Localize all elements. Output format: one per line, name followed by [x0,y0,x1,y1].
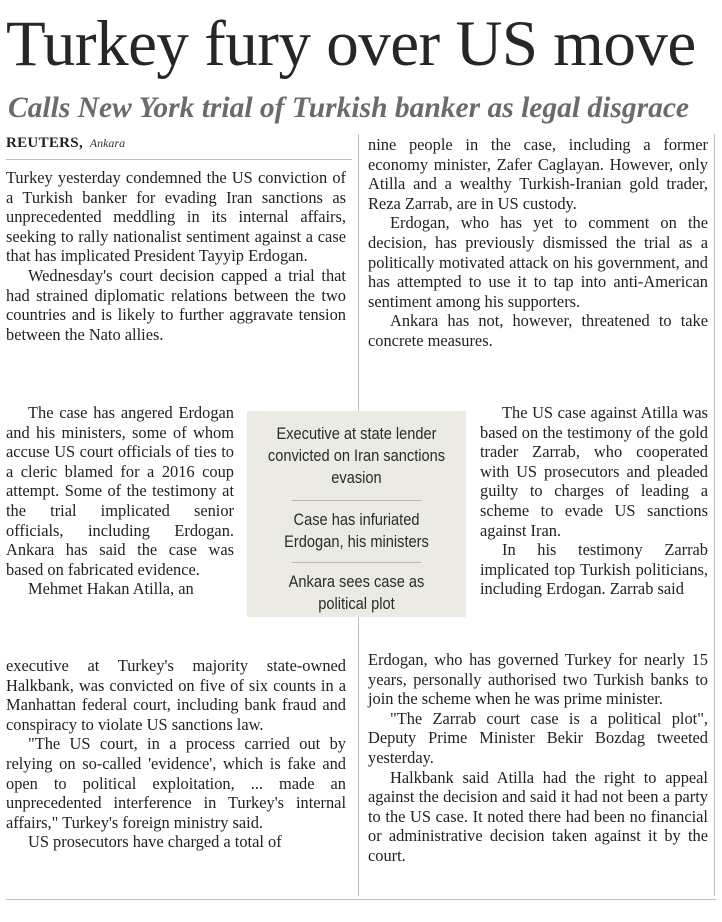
headline: Turkey fury over US move [6,8,696,80]
byline-agency: REUTERS, [6,135,84,151]
subheadline: Calls New York trial of Turkish banker as legal disgrace [8,92,690,124]
paragraph: In his testimony Zarrab implicated top Turkish politicians, including Erdogan. Zarrab said [480,540,708,599]
left-column-bottom [6,656,346,852]
paragraph: Halkbank said Atilla had the right to appeal against the decision and said it had not been a party to the US case. It noted there had been no financial or administrative decision taken against it by the court. [368,767,708,865]
right-column-top [368,135,708,351]
byline-rule [6,159,352,160]
byline [6,133,125,153]
right-edge-rule [714,134,715,896]
pull-quote-divider [292,562,421,563]
left-column-top [6,168,346,344]
pull-quote-box [247,411,466,617]
paragraph: Mehmet Hakan Atilla, an [28,579,194,599]
paragraph: Turkey yesterday condemned the US conviction of a Turkish banker for evading Iran sanctions as unprecedented meddling in its internal affairs, seeking to rally nationalist sentiment against a case that has implicated President Tayyip Erdogan. [6,168,346,266]
paragraph: The US case against Atilla was based on the testimony of the gold trader Zarrab, who cooperated with US prosecutors and pleaded guilty to charges of leading a scheme to evade US sanctions against Iran. [480,403,708,540]
right-column-narrow [480,403,708,599]
right-column-bottom [368,650,708,866]
pull-quote-item: Case has infuriated Erdogan, his ministers [284,510,429,551]
paragraph: Erdogan, who has yet to comment on the decision, has previously dismissed the trial as a politically motivated attack on his government, and has attempted to use it to tap into anti-American sentiment among his supporters. [368,213,708,311]
paragraph: executive at Turkey's majority state-owned Halkbank, was convicted on five of six counts in a Manhattan federal court, including bank fraud and conspiracy to violate US sanctions law. [6,656,346,734]
pull-quote-divider [292,500,421,501]
paragraph: US prosecutors have charged a total of [28,832,282,852]
pull-quote-item: Executive at state lender convicted on Iran sanctions evasion [267,424,446,487]
paragraph: The case has angered Erdogan and his ministers, some of whom accuse US court officials of ties to a cleric blamed for a 2016 coup attempt. Some of the testimony at the trial implicated senior officials, including Erdogan. Ankara has said the case was based on fabricated evidence. [6,403,234,579]
paragraph: nine people in the case, including a former economy minister, Zafer Caglayan. However, only Atilla and a wealthy Turkish-Iranian gold trader, Reza Zarrab, are in US custody. [368,135,708,213]
pull-quote-item: Ankara sees case as political plot [288,572,425,613]
bottom-rule [6,899,716,900]
left-column-narrow [6,403,234,599]
paragraph: Wednesday's court decision capped a trial that had strained diplomatic relations between the two countries and is likely to further aggravate tension between the Nato allies. [6,265,346,344]
paragraph: "The US court, in a process carried out by relying on so-called 'evidence', which is fake and open to political exploitation, ... made an unprecedented interference in Turkey's internal affairs," Turkey's foreign ministry said. [6,734,346,832]
paragraph: Erdogan, who has governed Turkey for nearly 15 years, personally authorised two Turkish banks to join the scheme when he was prime minister. [368,650,708,709]
paragraph: Ankara has not, however, threatened to take concrete measures. [368,311,708,350]
byline-dateline: Ankara [89,136,126,150]
paragraph: "The Zarrab court case is a political plot", Deputy Prime Minister Bekir Bozdag tweeted yesterday. [368,708,708,767]
